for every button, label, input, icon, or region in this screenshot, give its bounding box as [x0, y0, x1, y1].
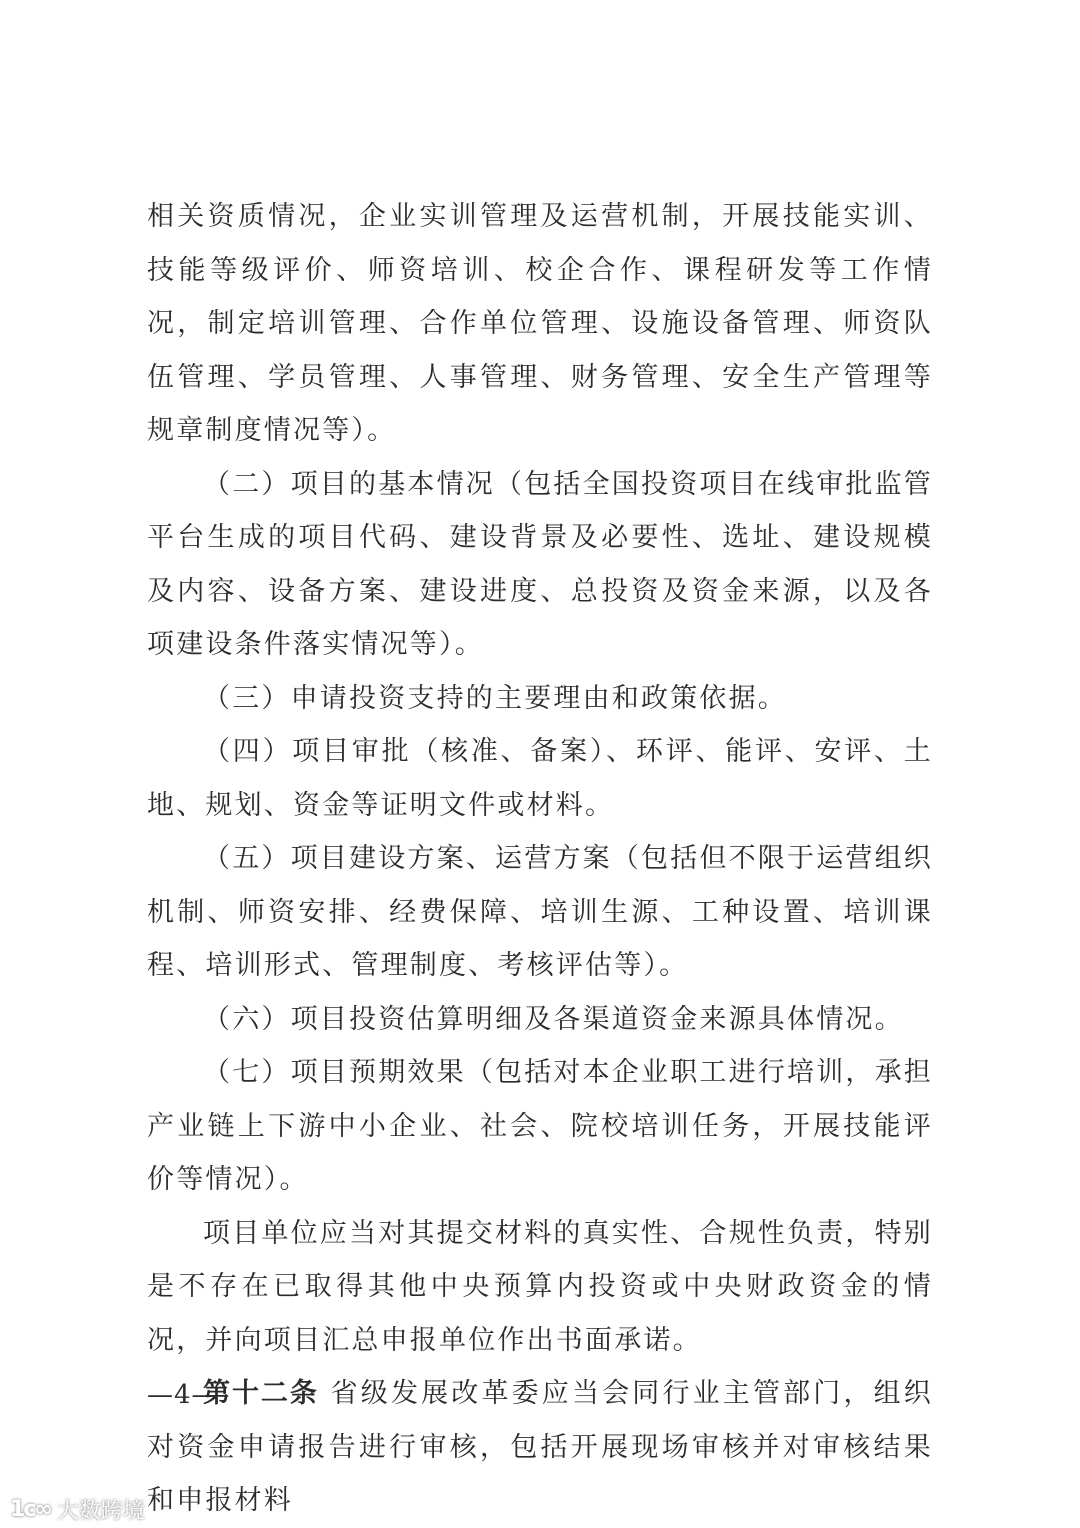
paragraph-responsibility: 项目单位应当对其提交材料的真实性、合规性负责，特别是不存在已取得其他中央预算内投资或中央财政资金的情况，并向项目汇总申报单位作出书面承诺。 [147, 1217, 933, 1356]
watermark-text: 大数跨境 [56, 1499, 145, 1524]
paragraph-item-7-effects: （七）项目预期效果（包括对本企业职工进行培训，承担产业链上下游中小企业、社会、院校培训任务，开展技能评价等情况）。 [147, 1057, 933, 1195]
paragraph-qualifications: 相关资质情况，企业实训管理及运营机制，开展技能实训、技能等级评价、师资培训、校企合作、课程研发等工作情况，制定培训管理、合作单位管理、设施设备管理、师资队伍管理、学员管理、人事管理、财务管理、安全生产管理等规章制度情况等）。 [147, 201, 933, 446]
paragraph-item-6-budget: （六）项目投资估算明细及各渠道资金来源具体情况。 [203, 1003, 904, 1035]
watermark-logo-icon: 1c∞ [10, 1497, 51, 1522]
watermark [10, 1494, 145, 1525]
page-number: —4— [147, 1380, 219, 1410]
paragraph-item-5-plans: （五）项目建设方案、运营方案（包括但不限于运营组织机制、师资安排、经费保障、培训生源、工种设置、培训课程、培训形式、管理制度、考核评估等）。 [147, 843, 933, 981]
article-body: 省级发展改革委应当会同行业主管部门，组织对资金申请报告进行审核，包括开展现场审核并对审核结果和申报材料 [147, 1378, 933, 1516]
document-page [147, 190, 933, 1528]
article-heading: 第十二条 [203, 1378, 319, 1409]
paragraph-article-12 [147, 1367, 933, 1528]
paragraph-item-3-reasons: （三）申请投资支持的主要理由和政策依据。 [203, 682, 787, 714]
paragraph-item-4-approvals: （四）项目审批（核准、备案）、环评、能评、安评、土地、规划、资金等证明文件或材料。 [147, 736, 933, 821]
paragraph-item-2-basic-info: （二）项目的基本情况（包括全国投资项目在线审批监管平台生成的项目代码、建设背景及必要性、选址、建设规模及内容、设备方案、建设进度、总投资及资金来源，以及各项建设条件落实情况等）。 [147, 468, 933, 660]
